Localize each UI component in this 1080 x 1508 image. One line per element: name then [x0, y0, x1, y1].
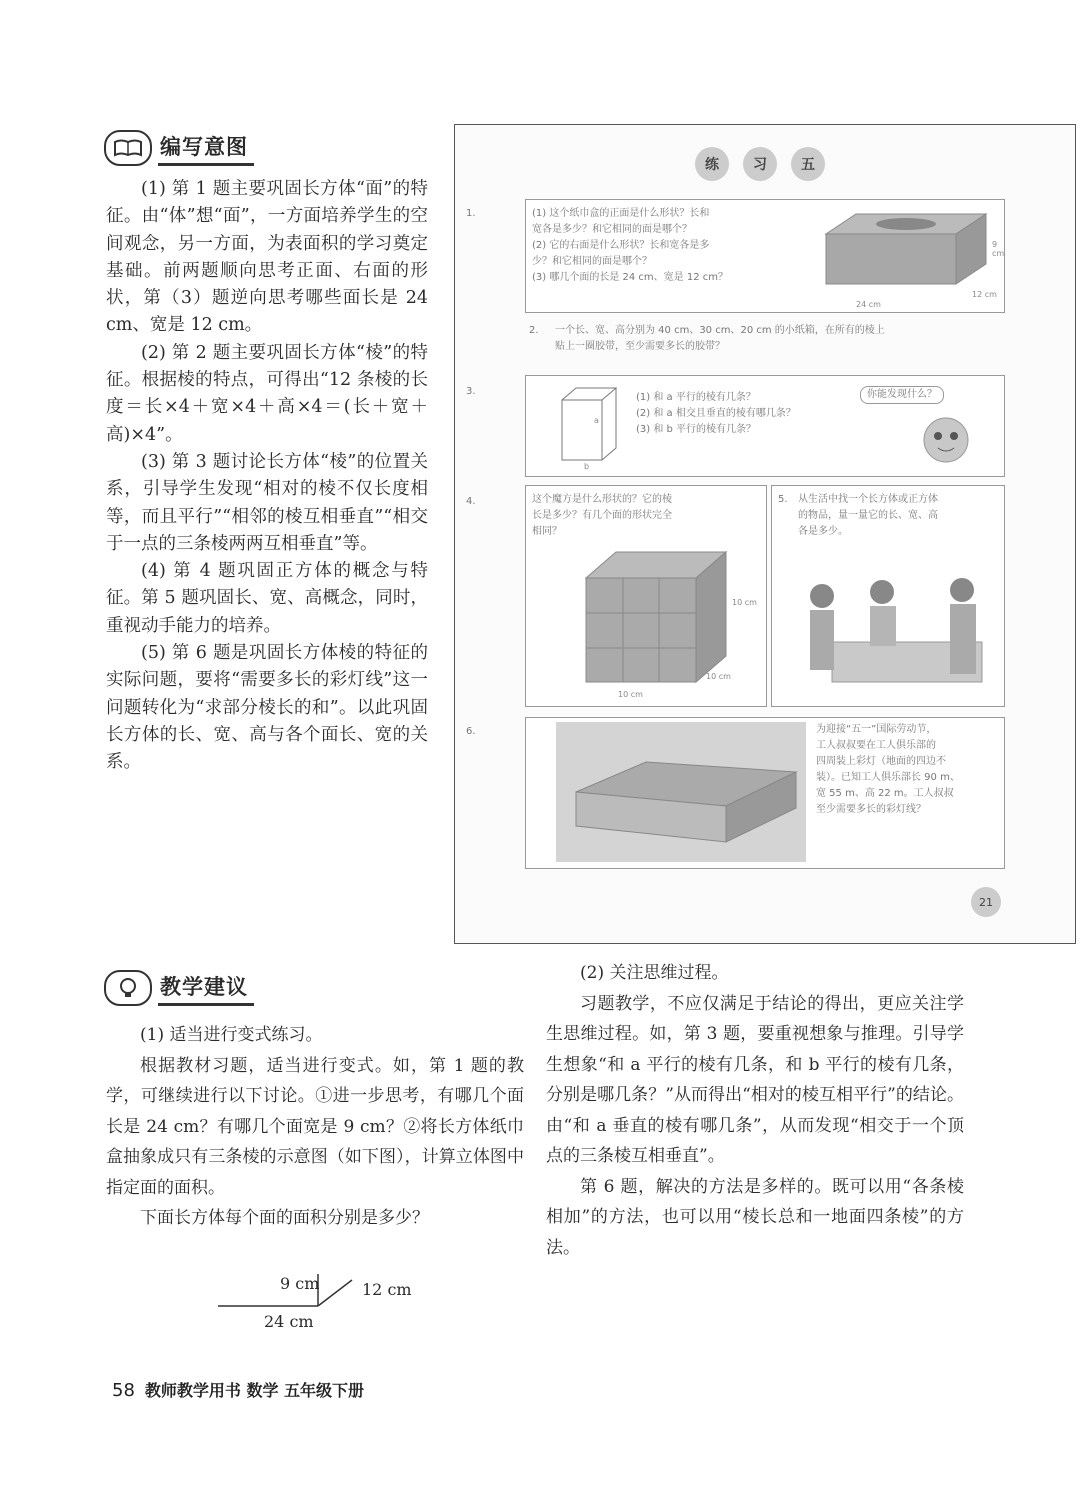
dim-label: 9 cm — [992, 240, 1005, 258]
title-char: 练 — [695, 147, 729, 181]
intent-text — [106, 176, 428, 777]
question-number: 3. — [466, 386, 476, 397]
paragraph: (4) 第 4 题巩固正方体的概念与特征。第 5 题巩固长、宽、高概念，同时，重视动手能力的培养。 — [106, 561, 428, 636]
dim-label: 10 cm — [732, 598, 757, 607]
page-footer — [112, 1378, 364, 1401]
book-title: 教师教学用书 数学 五年级下册 — [144, 1381, 365, 1400]
cartoon-character — [916, 412, 976, 472]
edge-label: b — [584, 462, 590, 471]
title-char: 五 — [791, 147, 825, 181]
q6-line: 至少需要多长的彩灯线？ — [816, 804, 926, 815]
q1-line: 宽各是多少？和它相同的面是哪个？ — [532, 224, 692, 235]
question-6 — [466, 717, 1005, 869]
dim-label: 24 cm — [856, 300, 881, 309]
question-5 — [771, 485, 1005, 707]
q1-line: (3) 哪几个面的长是 24 cm、宽是 12 cm？ — [532, 272, 728, 283]
question-number: 2. — [529, 325, 539, 336]
q6-line: 装）。已知工人俱乐部长 90 m、 — [816, 772, 960, 783]
children-measuring-picture — [792, 556, 992, 696]
paragraph: 根据教材习题，适当进行变式。如，第 1 题的教学，可继续进行以下讨论。①进一步思考，有哪几个面长是 24 cm？有哪几个面宽是 9 cm？②将长方体纸巾盒抽象成只有三条棱的示意图（如下图），计算立体图中指定面的面积。 — [106, 1055, 524, 1198]
length-label: 24 cm — [264, 1312, 314, 1331]
section-title: 编写意图 — [158, 131, 254, 166]
question-number: 4. — [466, 496, 476, 507]
section-heading-intent — [104, 130, 254, 166]
rubiks-cube-picture — [582, 548, 732, 688]
section-heading-suggestions — [104, 970, 254, 1006]
dim-label: 12 cm — [972, 290, 997, 299]
dim-label: 10 cm — [618, 690, 643, 699]
suggestions-left-column — [106, 1020, 524, 1234]
question-4 — [466, 485, 767, 707]
q6-line: 宽 55 m、高 22 m。工人叔叔 — [816, 788, 954, 799]
width-edge — [318, 1280, 352, 1306]
q5-line: 从生活中找一个长方体或正方体 — [798, 494, 938, 505]
q6-line: 工人叔叔要在工人俱乐部的 — [816, 740, 936, 751]
paragraph: (2) 第 2 题主要巩固长方体“棱”的特征。根据棱的特点，可得出“12 条棱的长度＝长×4＋宽×4＋高×4＝(长＋宽＋高)×4”。 — [106, 342, 428, 445]
q6-line: 四周装上彩灯（地面的四边不 — [816, 756, 946, 767]
textbook-page-number: 21 — [971, 887, 1001, 917]
page-number: 58 — [112, 1380, 135, 1401]
paragraph: 习题教学，不应仅满足于结论的得出，更应关注学生思维过程。如，第 3 题，要重视想象与推理。引导学生想象“和 a 平行的棱有几条，和 b 平行的棱有几条，分别是哪几条？”从而得出“相对的棱互相平行”的结论。由“和 a 垂直的棱有哪几条”，从而发现“相交于一个顶点的三条棱互相垂直”。 — [546, 993, 964, 1166]
q5-line: 各是多少。 — [798, 526, 848, 537]
paragraph: (3) 第 3 题讨论长方体“棱”的位置关系，引导学生发现“相对的棱不仅长度相等，而且平行”“相邻的棱互相垂直”“相交于一点的三条棱两两互相垂直”等。 — [106, 451, 428, 554]
paragraph: (1) 适当进行变式练习。 — [140, 1025, 323, 1045]
question-2 — [531, 323, 1051, 355]
paragraph: (2) 关注思维过程。 — [580, 963, 729, 983]
exercise-title — [695, 147, 825, 181]
width-label: 12 cm — [362, 1280, 412, 1299]
q1-line: 少？和它相同的面是哪个？ — [532, 256, 652, 267]
q4-line: 长是多少？有几个面的形状完全 — [532, 510, 672, 521]
q3-line: (3) 和 b 平行的棱有几条？ — [636, 424, 757, 435]
height-label: 9 cm — [280, 1274, 320, 1293]
title-char: 习 — [743, 147, 777, 181]
q3-line: (1) 和 a 平行的棱有几条？ — [636, 392, 756, 403]
paragraph: (1) 第 1 题主要巩固长方体“面”的特征。由“体”想“面”，一方面培养学生的空间观念，另一方面，为表面积的学习奠定基础。前两题顺向思考正面、右面的形状，第（3）题逆向思考哪些面长是 24 cm、宽是 12 cm。 — [106, 179, 428, 336]
question-number: 6. — [466, 726, 476, 737]
paragraph: 第 6 题，解决的方法是多样的。既可以用“各条棱相加”的方法，也可以用“棱长总和一地面四条棱”的方法。 — [546, 1176, 964, 1258]
question-number: 1. — [466, 208, 476, 219]
q5-line: 的物品，量一量它的长、宽、高 — [798, 510, 938, 521]
section-title: 教学建议 — [158, 971, 254, 1006]
question-3 — [466, 375, 1005, 477]
question-number: 5. — [778, 494, 788, 505]
bulb-icon — [104, 970, 152, 1006]
q3-line: (2) 和 a 相交且垂直的棱有哪几条？ — [636, 408, 796, 419]
q1-line: (1) 这个纸巾盒的正面是什么形状？长和 — [532, 208, 710, 219]
club-building-picture — [556, 722, 806, 862]
dim-label: 10 cm — [706, 672, 731, 681]
question-1 — [466, 199, 1005, 313]
speech-bubble: 你能发现什么？ — [860, 386, 944, 404]
tissue-box-picture — [816, 206, 996, 298]
q4-line: 相同？ — [532, 526, 562, 537]
q1-line: (2) 它的右面是什么形状？长和宽各是多 — [532, 240, 710, 251]
paragraph: (5) 第 6 题是巩固长方体棱的特征的实际问题，要将“需要多长的彩灯线”这一问题转化为“求部分棱长的和”。以此巩固长方体的长、宽、高与各个面长、宽的关系。 — [106, 643, 428, 773]
suggestions-right-column — [546, 958, 964, 1263]
edge-label: a — [594, 416, 599, 425]
q2-line: 一个长、宽、高分别为 40 cm、30 cm、20 cm 的小纸箱，在所有的棱上 — [555, 325, 885, 336]
q2-line: 贴上一圈胶带，至少需要多长的胶带？ — [555, 341, 725, 352]
q6-line: 为迎接“五一”国际劳动节， — [816, 724, 937, 735]
cuboid-diagram — [556, 384, 626, 470]
open-book-icon — [104, 130, 152, 166]
textbook-page-figure — [454, 124, 1076, 944]
q4-line: 这个魔方是什么形状的？它的棱 — [532, 494, 672, 505]
paragraph: 下面长方体每个面的面积分别是多少？ — [140, 1208, 429, 1228]
